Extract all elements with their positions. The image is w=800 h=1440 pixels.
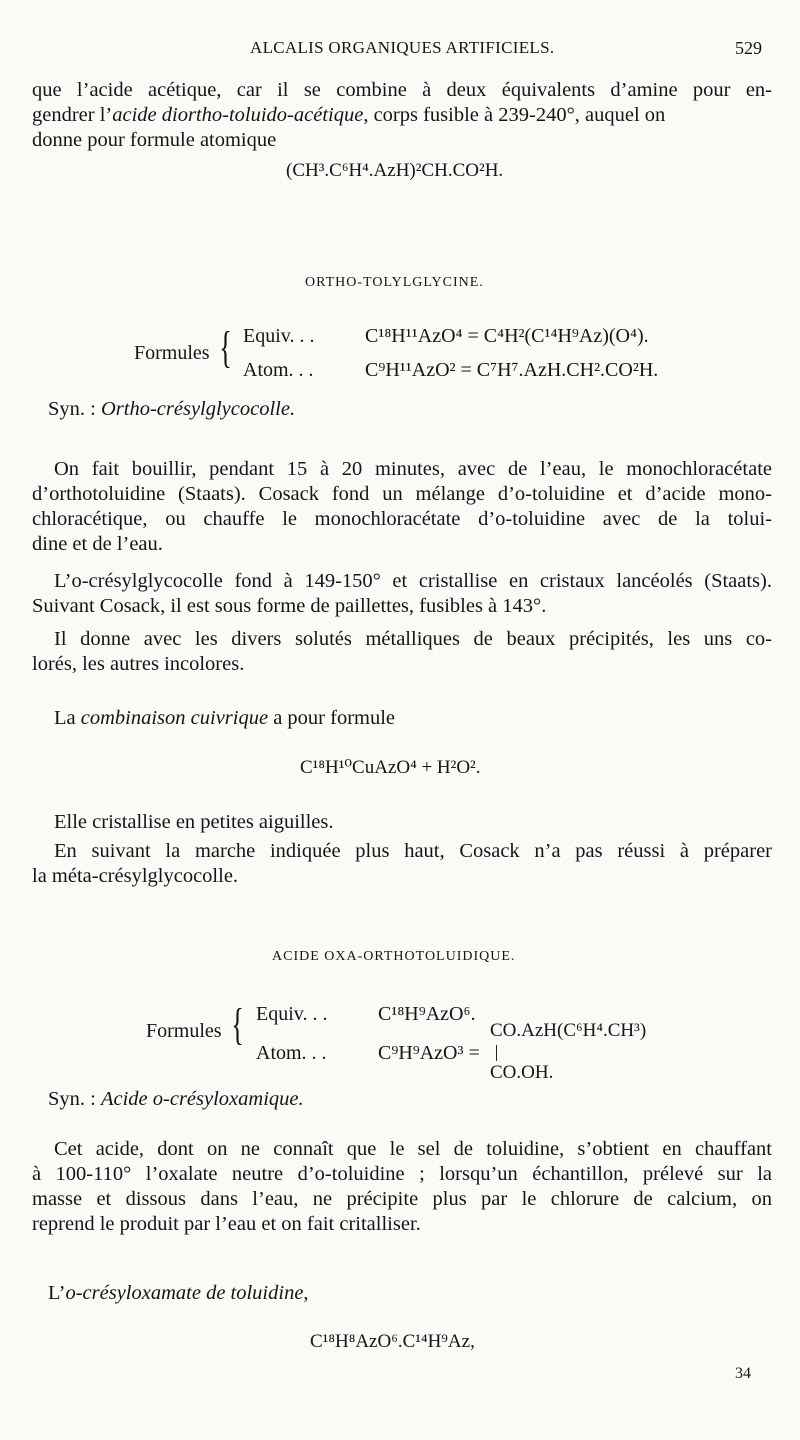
italic-term: acide diortho-toluido-acétique	[112, 104, 364, 126]
text-line: lorés, les autres incolores.	[32, 653, 245, 675]
paragraph-precipitates	[32, 627, 772, 677]
text-fragment: , corps fusible à 239-240°, auquel on	[363, 104, 666, 126]
text-line: à 100-110° l’oxalate neutre d’o-toluidine ; lorsqu’un échantillon, prélevé sur la	[32, 1163, 772, 1185]
paragraph-preparation	[32, 457, 772, 557]
syn-value: Ortho-crésylglycocolle.	[100, 398, 296, 420]
text-line: donne pour formule atomique	[32, 129, 277, 151]
text-fragment: a pour formule	[268, 707, 396, 729]
paragraph-needles: Elle cristallise en petites aiguilles.	[54, 811, 334, 833]
text-line: d’orthotoluidine (Staats). Cosack fond un mélange d’o-toluidine et d’acide mono-	[32, 483, 772, 505]
oxamate-line	[48, 1282, 309, 1305]
page-number: 529	[735, 38, 762, 58]
text-line: On fait bouillir, pendant 15 à 20 minutes, avec de l’eau, le monochloracétate	[54, 458, 772, 480]
brace: {	[219, 323, 232, 372]
bond-line	[496, 1045, 497, 1061]
text-fragment: La	[54, 707, 81, 729]
paragraph-meta	[32, 839, 772, 889]
paragraph-melting	[32, 569, 772, 619]
text-line: reprend le produit par l’eau et on fait critalliser.	[32, 1213, 421, 1235]
text-line: En suivant la marche indiquée plus haut, Cosack n’a pas réussi à préparer	[54, 840, 772, 862]
atom-formula: C⁹H¹¹AzO² = C⁷H⁷.AzH.CH².CO²H.	[365, 359, 659, 381]
equiv-label: Equiv. . .	[256, 1003, 328, 1025]
copper-formula: C¹⁸H¹⁰CuAzO⁴ + H²O².	[300, 757, 481, 778]
italic-term: combinaison cuivrique	[80, 707, 269, 729]
italic-term: o-crésyloxamate de toluidine	[65, 1282, 304, 1304]
atom-label: Atom. . .	[243, 359, 314, 381]
text-line: chloracétique, ou chauffe le monochloracétate d’o-toluidine avec de la tolui-	[32, 508, 772, 530]
text-line: la méta-crésylglycocolle.	[32, 865, 239, 887]
oxamic-bottom-group: CO.OH.	[490, 1062, 554, 1083]
atomic-formula: (CH³.C⁶H⁴.AzH)²CH.CO²H.	[286, 160, 504, 181]
syn-label: Syn. :	[48, 1088, 101, 1110]
equiv-formula: C¹⁸H⁹AzO⁶.	[378, 1003, 476, 1025]
text-line: Cet acide, dont on ne connaît que le sel de toluidine, s’obtient en chauffant	[54, 1138, 772, 1160]
text-line: dine et de l’eau.	[32, 533, 163, 555]
text-fragment: L’	[48, 1282, 66, 1304]
syn-label: Syn. :	[48, 398, 101, 420]
intro-paragraph	[32, 78, 772, 153]
atom-formula: C⁹H⁹AzO³ =	[378, 1042, 480, 1064]
text-line	[32, 103, 772, 128]
oxamic-top-group: CO.AzH(C⁶H⁴.CH³)	[490, 1020, 647, 1041]
printer-signature: 34	[735, 1365, 751, 1382]
text-line: masse et dissous dans l’eau, ne précipite plus par le chlorure de calcium, on	[32, 1188, 772, 1210]
synonym-line	[48, 398, 295, 421]
text-fragment: gendrer l’	[32, 104, 113, 126]
text-line: L’o-crésylglycocolle fond à 149-150° et cristallise en cristaux lancéolés (Staats).	[54, 570, 772, 592]
equiv-label: Equiv. . .	[243, 325, 315, 347]
section-title-acide-oxa: ACIDE OXA-ORTHOTOLUIDIQUE.	[272, 949, 516, 964]
brace: {	[231, 1000, 244, 1049]
text-line: Il donne avec les divers solutés métalliques de beaux précipités, les uns co-	[54, 628, 772, 650]
paragraph-oxamic-prep	[32, 1137, 772, 1237]
atom-label: Atom. . .	[256, 1042, 327, 1064]
equiv-formula: C¹⁸H¹¹AzO⁴ = C⁴H²(C¹⁴H⁹Az)(O⁴).	[365, 325, 649, 347]
text-line: Suivant Cosack, il est sous forme de paillettes, fusibles à 143°.	[32, 595, 547, 617]
oxamate-formula: C¹⁸H⁸AzO⁶.C¹⁴H⁹Az,	[310, 1331, 475, 1352]
formulas-label: Formules	[146, 1020, 222, 1042]
syn-value: Acide o-crésyloxamique.	[100, 1088, 304, 1110]
running-header: ALCALIS ORGANIQUES ARTIFICIELS.	[250, 38, 555, 57]
copper-combination-line	[54, 707, 395, 730]
formulas-label: Formules	[134, 342, 210, 364]
text-fragment: ,	[303, 1282, 309, 1304]
text-line: que l’acide acétique, car il se combine à deux équivalents d’amine pour en-	[32, 79, 772, 101]
synonym-line	[48, 1088, 304, 1111]
section-title-ortho-tolylglycine: ORTHO-TOLYLGLYCINE.	[305, 275, 484, 290]
